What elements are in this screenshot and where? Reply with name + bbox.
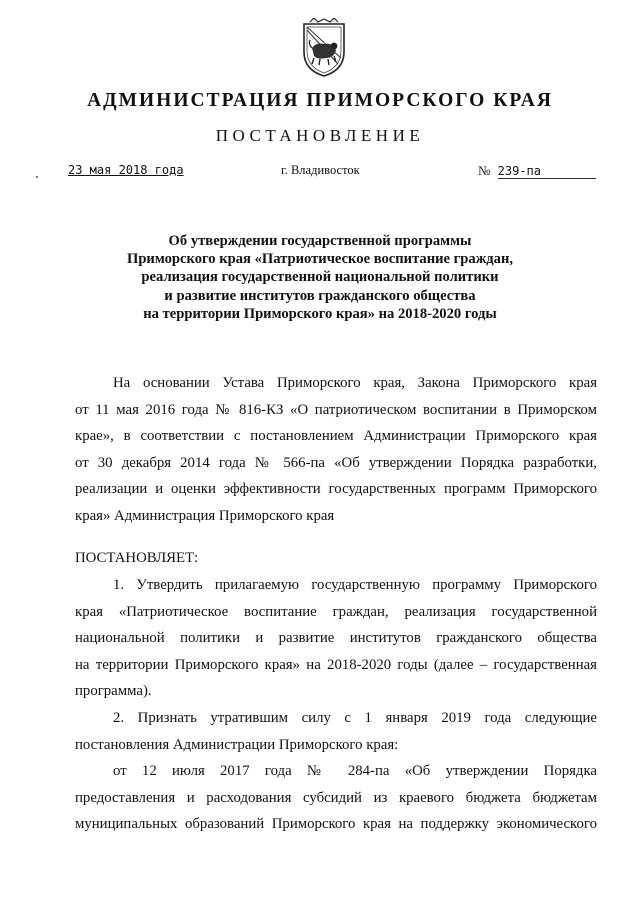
text-line: от 12 июля 2017 года № 284-па «Об утверждении Порядка bbox=[113, 763, 597, 780]
text-line: ПОСТАНОВЛЯЕТ: bbox=[75, 550, 199, 566]
resolution-title bbox=[80, 232, 560, 323]
document-city: г. Владивосток bbox=[281, 163, 360, 177]
number-value: 239-па bbox=[498, 164, 596, 179]
text-line: от 11 мая 2016 года № 816-КЗ «О патриотическом воспитании в Приморском bbox=[75, 401, 597, 418]
text-line: предоставления и расходования субсидий из краевого бюджета бюджетам bbox=[75, 789, 597, 806]
title-line: на территории Приморского края» на 2018-2020 годы bbox=[143, 305, 497, 322]
coat-of-arms-emblem bbox=[300, 18, 348, 78]
document-number bbox=[478, 163, 596, 179]
text-line: национальной политики и развитие институтов гражданского общества bbox=[75, 630, 597, 647]
title-line: Приморского края «Патриотическое воспитание граждан, bbox=[126, 251, 514, 268]
title-line: реализация государственной национальной политики bbox=[141, 269, 499, 286]
text-line: от 30 декабря 2014 года № 566-па «Об утверждении Порядка разработки, bbox=[75, 454, 597, 471]
text-line: программа). bbox=[75, 683, 152, 700]
text-line: муниципальных образований Приморского края на поддержку экономического bbox=[75, 816, 597, 833]
text-line: постановления Администрации Приморского края: bbox=[75, 736, 399, 753]
text-line: реализации и оценки эффективности государственных программ Приморского bbox=[75, 481, 597, 498]
preamble-paragraph bbox=[75, 370, 597, 530]
resolution-items bbox=[75, 572, 597, 838]
margin-dot bbox=[36, 176, 38, 178]
title-line: Об утверждении государственной программы bbox=[168, 233, 472, 249]
text-line: 2. Признать утратившим силу с 1 января 2019 года следующие bbox=[113, 709, 597, 726]
title-line: и развитие институтов гражданского общества bbox=[164, 287, 476, 304]
resolves-heading bbox=[75, 545, 597, 572]
text-line: края «Патриотическое воспитание граждан, реализация государственной bbox=[75, 603, 597, 620]
text-line: На основании Устава Приморского края, Закона Приморского края bbox=[113, 375, 597, 391]
number-sign: № bbox=[478, 163, 491, 178]
text-line: на территории Приморского края» на 2018-2020 годы (далее – государственная bbox=[75, 656, 597, 673]
text-line: крае», в соответствии с постановлением Администрации Приморского края bbox=[75, 428, 597, 445]
organization-title: АДМИНИСТРАЦИЯ ПРИМОРСКОГО КРАЯ bbox=[87, 90, 553, 111]
text-line: 1. Утвердить прилагаемую государственную программу Приморского bbox=[113, 577, 597, 593]
document-date: 23 мая 2018 года bbox=[68, 163, 184, 177]
text-line: края» Администрация Приморского края bbox=[75, 507, 335, 524]
document-type: ПОСТАНОВЛЕНИЕ bbox=[215, 126, 425, 145]
